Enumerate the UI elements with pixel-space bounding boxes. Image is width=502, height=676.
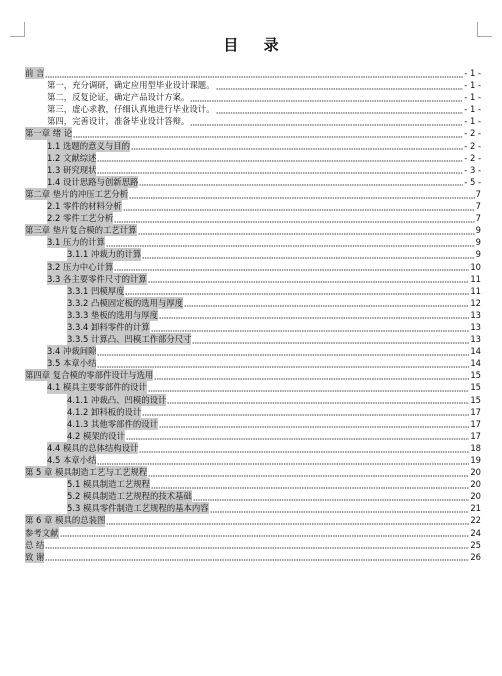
toc-entry-label: 1.2 文献综述 xyxy=(47,152,97,163)
toc-leader-dots xyxy=(148,381,470,393)
toc-entry[interactable] xyxy=(25,224,481,236)
toc-entry-label: 5.1 模具制造工艺规程 xyxy=(67,479,150,490)
toc-entry[interactable] xyxy=(25,527,481,539)
toc-entry-page: - 1 - xyxy=(464,92,481,103)
toc-entry-label: 2.2 零件工艺分析 xyxy=(47,213,114,224)
toc-entry-label: 2.1 零件的材料分析 xyxy=(47,201,122,212)
toc-entry[interactable] xyxy=(25,369,481,381)
toc-leader-dots xyxy=(97,345,469,357)
toc-entry[interactable] xyxy=(25,200,481,212)
toc-leader-dots xyxy=(131,140,463,152)
toc-entry-label: 3.5 本章小结 xyxy=(47,358,97,369)
toc-leader-dots xyxy=(142,248,474,260)
toc-entry[interactable] xyxy=(25,176,481,188)
toc-entry[interactable] xyxy=(25,164,481,176)
toc-leader-dots xyxy=(97,357,469,369)
toc-entry-label: 第三，虚心求教，仔细认真地进行毕业设计。 xyxy=(47,104,215,115)
toc-entry[interactable] xyxy=(25,357,481,369)
toc-entry[interactable] xyxy=(25,539,481,551)
toc-entry-page: 20 xyxy=(470,479,481,490)
table-of-contents xyxy=(25,67,481,563)
toc-entry-page: 9 xyxy=(475,249,481,260)
toc-leader-dots xyxy=(126,430,469,442)
toc-entry[interactable] xyxy=(25,79,481,91)
toc-entry-page: - 1 - xyxy=(464,68,481,78)
toc-entry-page: - 1 - xyxy=(464,116,481,127)
toc-entry[interactable] xyxy=(25,309,481,321)
toc-entry-page: 17 xyxy=(470,430,481,441)
toc-entry-label: 1.4 设计思路与创新思路 xyxy=(47,176,139,187)
toc-entry[interactable] xyxy=(25,345,481,357)
toc-leader-dots xyxy=(148,466,469,478)
toc-entry-label: 第四，完善设计，准备毕业设计答辩。 xyxy=(47,116,190,127)
toc-entry-page: - 2 - xyxy=(464,152,481,163)
toc-leader-dots xyxy=(73,127,463,139)
toc-leader-dots xyxy=(106,514,469,526)
toc-leader-dots xyxy=(190,91,463,103)
toc-leader-dots xyxy=(45,551,469,563)
toc-entry-label: 3.3 各主要零件尺寸的计算 xyxy=(47,273,147,284)
toc-leader-dots xyxy=(148,273,470,285)
toc-entry-label: 3.2 压力中心计算 xyxy=(47,261,114,272)
toc-entry[interactable] xyxy=(25,103,481,115)
toc-entry-label: 5.3 模具零件制造工艺规程的基本内容 xyxy=(67,503,209,514)
toc-leader-dots xyxy=(184,297,469,309)
toc-entry-page: 11 xyxy=(470,285,481,296)
toc-entry-page: - 3 - xyxy=(464,164,481,175)
toc-entry[interactable] xyxy=(25,394,481,406)
toc-leader-dots xyxy=(159,309,469,321)
toc-leader-dots xyxy=(45,539,469,551)
toc-entry-label: 4.5 本章小结 xyxy=(47,455,97,465)
toc-entry-page: - 2 - xyxy=(464,140,481,151)
toc-leader-dots xyxy=(151,478,469,490)
toc-entry[interactable] xyxy=(25,285,481,297)
toc-entry-page: 12 xyxy=(470,297,481,308)
toc-leader-dots xyxy=(114,212,474,224)
toc-entry-page: 20 xyxy=(470,467,481,478)
toc-entry[interactable] xyxy=(25,490,481,502)
toc-entry-page: 15 xyxy=(470,382,481,393)
toc-entry-page: 20 xyxy=(470,491,481,502)
toc-entry-label: 3.3.1 凹模厚度 xyxy=(67,285,125,296)
toc-entry-page: 21 xyxy=(470,503,481,514)
toc-entry-label: 前 言 xyxy=(25,68,45,78)
toc-entry-label: 1.1 选题的意义与目的 xyxy=(47,140,130,151)
toc-entry-page: 7 xyxy=(475,213,481,224)
toc-entry[interactable] xyxy=(25,67,481,79)
toc-entry[interactable] xyxy=(25,273,481,285)
toc-leader-dots xyxy=(60,527,470,539)
toc-entry-page: 17 xyxy=(470,406,481,417)
toc-entry-page: 11 xyxy=(470,273,481,284)
toc-leader-dots xyxy=(151,321,470,333)
toc-entry[interactable] xyxy=(25,430,481,442)
toc-entry-label: 3.3.3 垫板的选用与厚度 xyxy=(67,309,158,320)
toc-leader-dots xyxy=(138,224,475,236)
toc-entry[interactable] xyxy=(25,321,481,333)
toc-entry-label: 第二，反复论证，确定产品设计方案。 xyxy=(47,92,190,103)
toc-leader-dots xyxy=(139,442,469,454)
toc-entry[interactable] xyxy=(25,466,481,478)
toc-leader-dots xyxy=(125,285,469,297)
toc-entry[interactable] xyxy=(25,248,481,260)
toc-entry-label: 参考文献 xyxy=(25,527,59,538)
toc-entry[interactable] xyxy=(25,551,481,563)
toc-entry-label: 1.3 研究现状 xyxy=(47,164,97,175)
toc-entry-page: 25 xyxy=(470,539,481,550)
toc-entry-page: - 1 - xyxy=(464,80,481,91)
toc-entry-page: 18 xyxy=(470,442,481,453)
toc-leader-dots xyxy=(129,188,474,200)
toc-entry[interactable] xyxy=(25,478,481,490)
toc-leader-dots xyxy=(190,115,463,127)
toc-entry-page: 26 xyxy=(470,551,481,562)
toc-leader-dots xyxy=(97,164,463,176)
toc-entry[interactable] xyxy=(25,406,481,418)
toc-entry-label: 3.3.4 卸料零件的计算 xyxy=(67,321,150,332)
toc-entry-label: 第一章 绪 论 xyxy=(25,128,73,139)
toc-leader-dots xyxy=(106,236,475,248)
toc-entry-label: 3.3.5 计算凸、凹模工作部分尺寸 xyxy=(67,334,192,345)
toc-leader-dots xyxy=(216,79,464,91)
toc-entry-page: 17 xyxy=(470,418,481,429)
toc-leader-dots xyxy=(216,103,464,115)
toc-entry-page: 9 xyxy=(475,225,481,236)
toc-entry-page: - 5 - xyxy=(464,176,481,187)
toc-entry-page: 14 xyxy=(470,346,481,357)
toc-entry-page: - 2 - xyxy=(464,128,481,139)
toc-entry-label: 第三章 垫片复合模的工艺计算 xyxy=(25,225,137,236)
toc-entry[interactable] xyxy=(25,333,481,345)
toc-entry-label: 3.1.1 冲裁力的计算 xyxy=(67,249,142,260)
toc-entry-page: 7 xyxy=(475,188,481,199)
toc-entry[interactable] xyxy=(25,152,481,164)
toc-leader-dots xyxy=(97,152,463,164)
page-title: 目 录 xyxy=(223,36,289,54)
toc-entry-page: 7 xyxy=(475,201,481,212)
toc-entry[interactable] xyxy=(25,442,481,454)
toc-entry-label: 总 结 xyxy=(25,539,45,550)
toc-entry[interactable] xyxy=(25,454,481,466)
toc-entry-label: 3.1 压力的计算 xyxy=(47,237,105,248)
toc-entry[interactable] xyxy=(25,261,481,273)
toc-entry-page: - 1 - xyxy=(464,104,481,115)
toc-leader-dots xyxy=(193,490,469,502)
toc-entry-page: 22 xyxy=(470,515,481,526)
toc-entry[interactable] xyxy=(25,297,481,309)
toc-leader-dots xyxy=(167,394,469,406)
toc-entry-label: 4.1.3 其他零部件的设计 xyxy=(67,418,158,429)
toc-entry-label: 第一，充分调研，确定应用型毕业设计课题。 xyxy=(47,80,215,91)
toc-entry-page: 13 xyxy=(470,334,481,345)
toc-leader-dots xyxy=(159,418,469,430)
toc-entry[interactable] xyxy=(25,188,481,200)
toc-leader-dots xyxy=(139,176,463,188)
toc-leader-dots xyxy=(192,333,469,345)
toc-entry-label: 第 5 章 模具制造工艺与工艺规程 xyxy=(25,467,148,478)
toc-entry[interactable] xyxy=(25,502,481,514)
toc-entry-label: 4.4 模具的总体结构设计 xyxy=(47,442,139,453)
toc-entry[interactable] xyxy=(25,91,481,103)
toc-leader-dots xyxy=(154,369,469,381)
toc-entry-page: 10 xyxy=(470,261,481,272)
toc-leader-dots xyxy=(142,406,469,418)
toc-entry[interactable] xyxy=(25,140,481,152)
toc-entry-page: 24 xyxy=(470,527,481,538)
toc-entry-label: 4.1.2 卸料板的设计 xyxy=(67,406,142,417)
toc-entry-page: 14 xyxy=(470,358,481,369)
toc-leader-dots xyxy=(210,502,470,514)
toc-entry[interactable] xyxy=(25,115,481,127)
toc-entry[interactable] xyxy=(25,236,481,248)
toc-leader-dots xyxy=(123,200,475,212)
toc-entry-page: 15 xyxy=(470,394,481,405)
toc-entry-label: 致 谢 xyxy=(25,551,45,562)
toc-entry[interactable] xyxy=(25,418,481,430)
toc-entry[interactable] xyxy=(25,514,481,526)
toc-entry-label: 4.1.1 冲裁凸、凹模的设计 xyxy=(67,394,167,405)
toc-entry-label: 3.3.2 凸模固定板的选用与厚度 xyxy=(67,297,184,308)
toc-entry[interactable] xyxy=(25,212,481,224)
toc-entry-page: 19 xyxy=(470,455,481,465)
toc-entry[interactable] xyxy=(25,381,481,393)
toc-entry-page: 9 xyxy=(475,237,481,248)
toc-leader-dots xyxy=(97,454,469,466)
toc-entry-label: 第四章 复合模的零部件设计与选用 xyxy=(25,370,154,381)
toc-entry-page: 13 xyxy=(470,309,481,320)
toc-entry-label: 5.2 模具制造工艺规程的技术基础 xyxy=(67,491,192,502)
toc-entry-label: 4.2 模架的设计 xyxy=(67,430,125,441)
toc-entry-label: 第 6 章 模具的总装图 xyxy=(25,515,106,526)
toc-entry-page: 15 xyxy=(470,370,481,381)
toc-leader-dots xyxy=(114,261,469,273)
toc-entry-label: 3.4 冲裁间隙 xyxy=(47,346,97,357)
toc-leader-dots xyxy=(45,67,463,79)
toc-entry[interactable] xyxy=(25,127,481,139)
toc-entry-page: 13 xyxy=(470,321,481,332)
toc-entry-label: 4.1 模具主要零部件的设计 xyxy=(47,382,147,393)
toc-entry-label: 第二章 垫片的冲压工艺分析 xyxy=(25,188,129,199)
